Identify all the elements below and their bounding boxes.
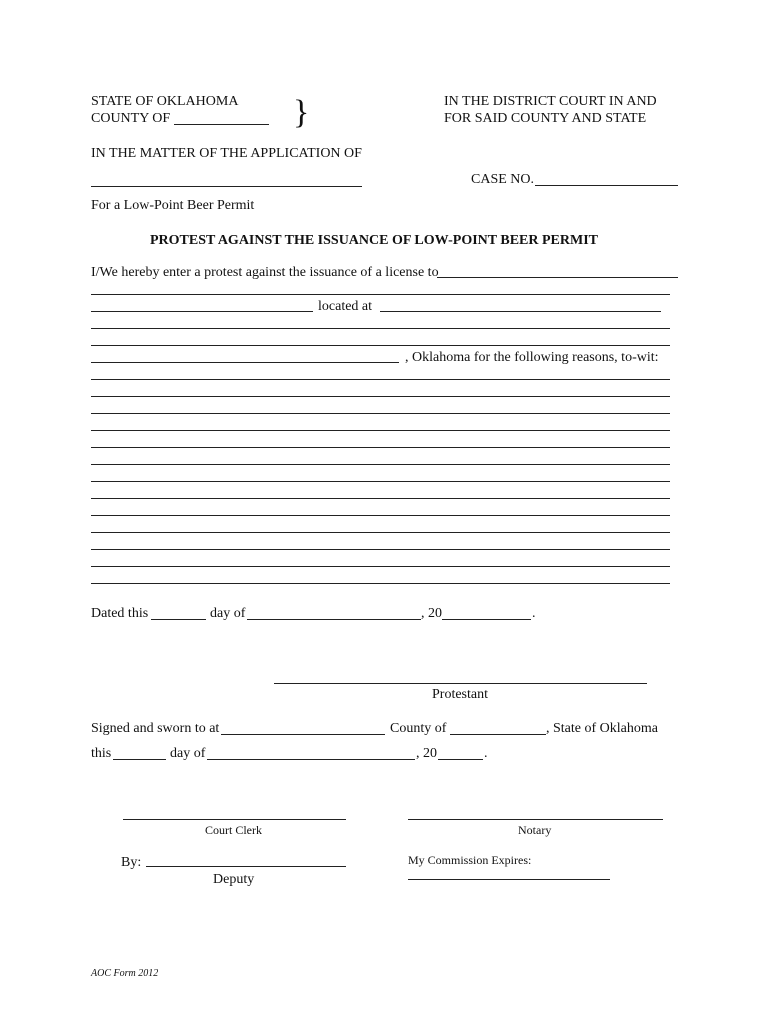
reason-line[interactable] (91, 515, 670, 516)
sworn-month-field[interactable] (207, 759, 415, 760)
location-line-4[interactable] (91, 362, 399, 363)
dated-day-field[interactable] (151, 619, 206, 620)
location-field[interactable] (380, 311, 661, 312)
licensee-field[interactable] (437, 277, 678, 278)
dated-this-label: Dated this (91, 606, 149, 621)
reason-line[interactable] (91, 396, 670, 397)
case-no-field[interactable] (535, 185, 678, 186)
sworn-day-field[interactable] (113, 759, 166, 760)
matter-label: IN THE MATTER OF THE APPLICATION OF (91, 146, 362, 161)
commission-expires-label: My Commission Expires: (408, 853, 532, 867)
sworn-year-field[interactable] (438, 759, 483, 760)
reason-line[interactable] (91, 583, 670, 584)
county-label: COUNTY OF (91, 111, 171, 126)
header-brace: } (293, 94, 310, 131)
reason-line[interactable] (91, 532, 670, 533)
sworn-place-field[interactable] (221, 734, 385, 735)
deputy-label: Deputy (213, 872, 255, 887)
reason-line[interactable] (91, 430, 670, 431)
sworn-20-label: , 20 (416, 746, 437, 761)
county-field[interactable] (174, 124, 269, 125)
by-label: By: (121, 855, 142, 870)
deputy-signature-line[interactable] (146, 866, 346, 867)
reason-line[interactable] (91, 464, 670, 465)
reason-line[interactable] (91, 498, 670, 499)
licensee-line-2[interactable] (91, 294, 670, 295)
located-at-label: located at (318, 299, 373, 314)
dated-year-field[interactable] (442, 619, 531, 620)
form-number: AOC Form 2012 (91, 968, 159, 979)
sworn-this-label: this (91, 746, 112, 761)
court-clerk-label: Court Clerk (205, 823, 262, 837)
applicant-field[interactable] (91, 186, 362, 187)
protestant-signature-line[interactable] (274, 683, 647, 684)
notary-signature-line[interactable] (408, 819, 663, 820)
protestant-label: Protestant (432, 687, 488, 702)
court-label-line1: IN THE DISTRICT COURT IN AND (444, 94, 657, 109)
sworn-period: . (484, 746, 488, 761)
location-line-3[interactable] (91, 345, 670, 346)
sworn-day-of-label: day of (170, 746, 206, 761)
notary-label: Notary (518, 823, 552, 837)
reason-line[interactable] (91, 566, 670, 567)
sworn-state-label: , State of Oklahoma (546, 721, 658, 736)
reason-line[interactable] (91, 481, 670, 482)
reason-line[interactable] (91, 447, 670, 448)
dated-period: . (532, 606, 536, 621)
reason-line[interactable] (91, 413, 670, 414)
licensee-line-3[interactable] (91, 311, 313, 312)
sworn-county-field[interactable] (450, 734, 546, 735)
oklahoma-reasons-label: , Oklahoma for the following reasons, to-wit: (405, 350, 659, 365)
signed-sworn-label: Signed and sworn to at (91, 721, 220, 736)
state-label: STATE OF OKLAHOMA (91, 94, 239, 109)
case-no-label: CASE NO. (471, 172, 535, 187)
dated-day-of-label: day of (210, 606, 246, 621)
permit-note: For a Low-Point Beer Permit (91, 198, 255, 213)
court-clerk-signature-line[interactable] (123, 819, 346, 820)
dated-20-label: , 20 (421, 606, 442, 621)
dated-month-field[interactable] (247, 619, 421, 620)
sworn-county-label: County of (390, 721, 447, 736)
protest-text: I/We hereby enter a protest against the issuance of a license to (91, 265, 439, 280)
reason-line[interactable] (91, 379, 670, 380)
court-label-line2: FOR SAID COUNTY AND STATE (444, 111, 647, 126)
commission-expires-field[interactable] (408, 879, 610, 880)
reason-line[interactable] (91, 549, 670, 550)
location-line-2[interactable] (91, 328, 670, 329)
document-title: PROTEST AGAINST THE ISSUANCE OF LOW-POINT BEER PERMIT (150, 233, 598, 248)
